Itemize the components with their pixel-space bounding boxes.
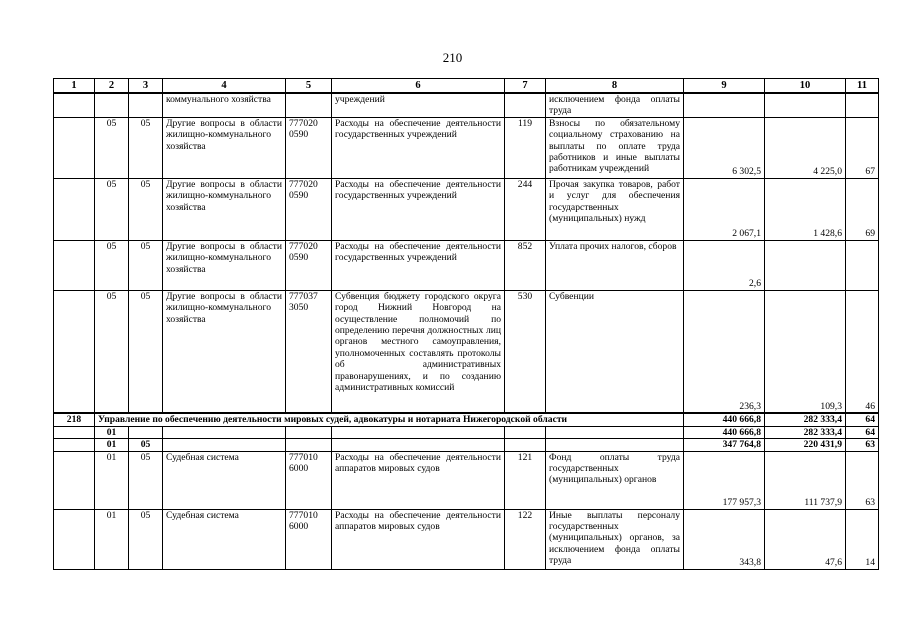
cell-actual — [765, 240, 846, 290]
cell-target-code: 777010 6000 — [286, 509, 332, 569]
cell-subsection: 05 — [129, 117, 163, 178]
cell-empty — [505, 439, 546, 451]
cell-expense-code: 121 — [505, 451, 546, 509]
cell-expense-code: 244 — [505, 178, 546, 240]
cell-plan — [684, 93, 765, 117]
cell-expense-name: Уплата прочих налогов, сборов — [546, 240, 684, 290]
section-row — [54, 426, 879, 438]
cell-subsection: 05 — [129, 451, 163, 509]
cell-target-code: 777020 0590 — [286, 178, 332, 240]
cell-percent: 64 — [846, 413, 879, 426]
cell-plan: 6 302,5 — [684, 117, 765, 178]
cell-actual: 282 333,4 — [765, 426, 846, 438]
cell-plan: 236,3 — [684, 290, 765, 413]
cell-subsection — [129, 93, 163, 117]
table-row — [54, 178, 879, 240]
cell-section: 05 — [95, 240, 129, 290]
cell-plan: 2,6 — [684, 240, 765, 290]
table-row — [54, 451, 879, 509]
cell-expense-code — [505, 93, 546, 117]
header-cell: 7 — [505, 79, 546, 94]
cell-empty — [54, 439, 95, 451]
cell-empty — [163, 439, 286, 451]
cell-empty — [54, 426, 95, 438]
cell-section: 01 — [95, 509, 129, 569]
cell-percent — [846, 240, 879, 290]
cell-empty — [332, 426, 505, 438]
header-cell: 5 — [286, 79, 332, 94]
cell-section — [54, 240, 95, 290]
cell-empty — [286, 426, 332, 438]
table-row — [54, 240, 879, 290]
cell-subsection: 05 — [129, 290, 163, 413]
cell-expense-name: исключением фонда оплаты труда — [546, 93, 684, 117]
cell-target-name: Расходы на обеспечение деятельности аппаратов мировых судов — [332, 451, 505, 509]
header-cell: 9 — [684, 79, 765, 94]
budget-table — [53, 78, 879, 570]
org-row — [54, 413, 879, 426]
cell-percent — [846, 93, 879, 117]
cell-actual: 111 737,9 — [765, 451, 846, 509]
cell-subsection: 05 — [129, 439, 163, 451]
cell-target-name: Расходы на обеспечение деятельности государственных учреждений — [332, 240, 505, 290]
cell-percent: 69 — [846, 178, 879, 240]
cell-function-name: Другие вопросы в области жилищно-коммунального хозяйства — [163, 117, 286, 178]
subsection-row — [54, 439, 879, 451]
cell-percent: 14 — [846, 509, 879, 569]
cell-target-name: Расходы на обеспечение деятельности государственных учреждений — [332, 178, 505, 240]
cell-expense-name: Субвенции — [546, 290, 684, 413]
cell-percent: 46 — [846, 290, 879, 413]
cell-percent: 64 — [846, 426, 879, 438]
header-cell: 11 — [846, 79, 879, 94]
cell-section — [54, 178, 95, 240]
cell-actual — [765, 93, 846, 117]
cell-target-code: 777020 0590 — [286, 117, 332, 178]
header-cell: 3 — [129, 79, 163, 94]
cell-section — [54, 117, 95, 178]
cell-empty — [546, 439, 684, 451]
cell-org-code: 218 — [54, 413, 95, 426]
cell-actual: 47,6 — [765, 509, 846, 569]
cell-actual: 109,3 — [765, 290, 846, 413]
cell-subsection: 05 — [129, 509, 163, 569]
cell-expense-code: 530 — [505, 290, 546, 413]
cell-target-code: 777037 3050 — [286, 290, 332, 413]
cell-expense-code: 119 — [505, 117, 546, 178]
cell-expense-name: Прочая закупка товаров, работ и услуг для обеспечения государственных (муниципальных) нужд — [546, 178, 684, 240]
cell-function-name: Судебная система — [163, 509, 286, 569]
cell-empty — [286, 439, 332, 451]
cell-section — [54, 93, 95, 117]
cell-section: 01 — [95, 439, 129, 451]
cell-org-name: Управление по обеспечению деятельности мировых судей, адвокатуры и нотариата Нижегородской области — [95, 413, 684, 426]
cell-actual: 4 225,0 — [765, 117, 846, 178]
cell-expense-name: Фонд оплаты труда государственных (муниципальных) органов — [546, 451, 684, 509]
cell-empty — [332, 439, 505, 451]
cell-section: 01 — [95, 426, 129, 438]
cell-actual: 220 431,9 — [765, 439, 846, 451]
cell-function-name: Судебная система — [163, 451, 286, 509]
cell-expense-name: Взносы по обязательному социальному страхованию на выплаты по оплате труда работников и иные выплаты работникам учреждений — [546, 117, 684, 178]
table-row — [54, 93, 879, 117]
cell-expense-name: Иные выплаты персоналу государственных (муниципальных) органов, за исключением фонда оплаты труда — [546, 509, 684, 569]
header-cell: 1 — [54, 79, 95, 94]
cell-empty — [54, 509, 95, 569]
cell-target-name: Субвенция бюджету городского округа город Нижний Новгород на осуществление полномочий по определению перечня должностных лиц органов местного самоуправления, уполномоченных составлять протоколы об административных правонарушениях, и по созданию административных комиссий — [332, 290, 505, 413]
cell-section: 05 — [95, 290, 129, 413]
header-cell: 4 — [163, 79, 286, 94]
cell-plan: 2 067,1 — [684, 178, 765, 240]
table-row — [54, 290, 879, 413]
cell-empty — [546, 426, 684, 438]
header-cell: 6 — [332, 79, 505, 94]
cell-plan: 343,8 — [684, 509, 765, 569]
cell-target-name: Расходы на обеспечение деятельности аппаратов мировых судов — [332, 509, 505, 569]
table-row — [54, 509, 879, 569]
cell-section: 01 — [95, 451, 129, 509]
cell-empty — [54, 451, 95, 509]
cell-section — [95, 93, 129, 117]
cell-function-name: Другие вопросы в области жилищно-коммунального хозяйства — [163, 290, 286, 413]
cell-function-name: Другие вопросы в области жилищно-коммунального хозяйства — [163, 240, 286, 290]
cell-target-code — [286, 93, 332, 117]
cell-empty — [505, 426, 546, 438]
cell-subsection: 05 — [129, 240, 163, 290]
cell-target-name: Расходы на обеспечение деятельности государственных учреждений — [332, 117, 505, 178]
cell-section — [54, 290, 95, 413]
page-number: 210 — [442, 50, 463, 65]
cell-plan: 440 666,8 — [684, 413, 765, 426]
cell-expense-code: 122 — [505, 509, 546, 569]
cell-target-code: 777020 0590 — [286, 240, 332, 290]
cell-expense-code: 852 — [505, 240, 546, 290]
header-cell: 8 — [546, 79, 684, 94]
cell-percent: 63 — [846, 439, 879, 451]
header-cell: 10 — [765, 79, 846, 94]
cell-percent: 67 — [846, 117, 879, 178]
cell-percent: 63 — [846, 451, 879, 509]
cell-function-name: коммунального хозяйства — [163, 93, 286, 117]
header-row — [54, 79, 879, 94]
cell-section: 05 — [95, 178, 129, 240]
cell-empty — [129, 426, 163, 438]
cell-plan: 177 957,3 — [684, 451, 765, 509]
cell-function-name: Другие вопросы в области жилищно-коммунального хозяйства — [163, 178, 286, 240]
table-row — [54, 117, 879, 178]
cell-actual: 282 333,4 — [765, 413, 846, 426]
cell-empty — [163, 426, 286, 438]
cell-section: 05 — [95, 117, 129, 178]
cell-target-name: учреждений — [332, 93, 505, 117]
cell-subsection: 05 — [129, 178, 163, 240]
header-cell: 2 — [95, 79, 129, 94]
cell-plan: 347 764,8 — [684, 439, 765, 451]
cell-target-code: 777010 6000 — [286, 451, 332, 509]
cell-actual: 1 428,6 — [765, 178, 846, 240]
cell-plan: 440 666,8 — [684, 426, 765, 438]
